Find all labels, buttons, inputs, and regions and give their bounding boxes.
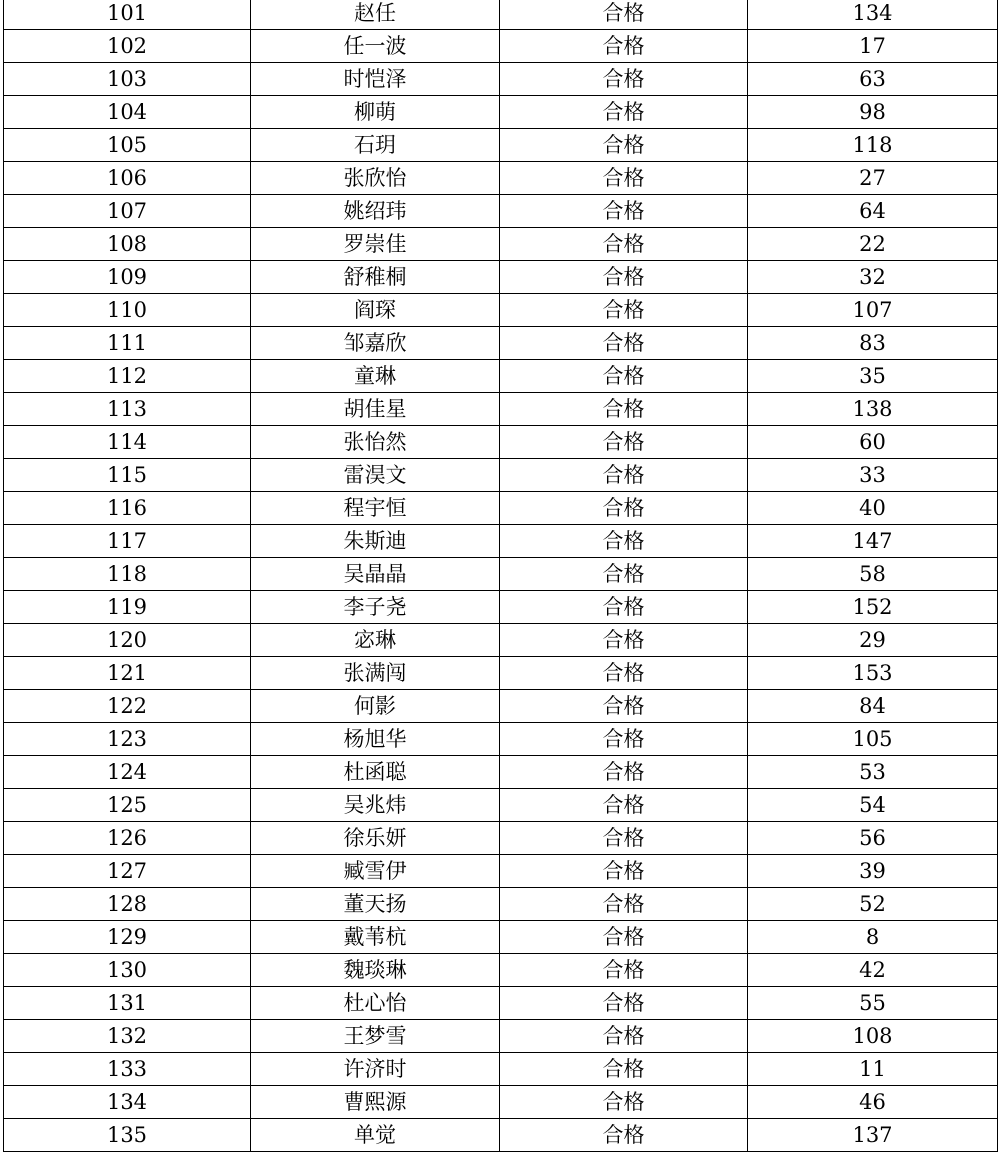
cell-number: 122 [4,690,251,723]
cell-number: 102 [4,30,251,63]
cell-score: 153 [748,657,998,690]
cell-result: 合格 [500,96,748,129]
cell-score: 11 [748,1053,998,1086]
cell-score: 108 [748,1020,998,1053]
cell-name: 阎琛 [251,294,500,327]
table-row [4,129,998,162]
cell-score: 35 [748,360,998,393]
cell-result: 合格 [500,261,748,294]
cell-number: 109 [4,261,251,294]
table-row [4,591,998,624]
cell-result: 合格 [500,558,748,591]
cell-result: 合格 [500,855,748,888]
cell-score: 52 [748,888,998,921]
table-row [4,1053,998,1086]
cell-score: 29 [748,624,998,657]
cell-number: 108 [4,228,251,261]
cell-score: 56 [748,822,998,855]
table-row [4,30,998,63]
cell-name: 柳萌 [251,96,500,129]
cell-result: 合格 [500,327,748,360]
table-row [4,888,998,921]
cell-score: 83 [748,327,998,360]
cell-name: 杨旭华 [251,723,500,756]
table-row [4,690,998,723]
cell-number: 128 [4,888,251,921]
cell-number: 125 [4,789,251,822]
cell-result: 合格 [500,162,748,195]
cell-name: 任一波 [251,30,500,63]
cell-name: 董天扬 [251,888,500,921]
cell-name: 杜函聪 [251,756,500,789]
cell-result: 合格 [500,459,748,492]
cell-number: 135 [4,1119,251,1152]
cell-score: 33 [748,459,998,492]
cell-name: 单觉 [251,1119,500,1152]
cell-score: 138 [748,393,998,426]
table-body [4,0,998,1152]
table-row [4,624,998,657]
cell-name: 罗崇佳 [251,228,500,261]
cell-result: 合格 [500,954,748,987]
table-row [4,162,998,195]
cell-name: 童琳 [251,360,500,393]
cell-result: 合格 [500,195,748,228]
cell-score: 84 [748,690,998,723]
cell-number: 120 [4,624,251,657]
cell-score: 53 [748,756,998,789]
cell-result: 合格 [500,228,748,261]
cell-name: 胡佳星 [251,393,500,426]
cell-score: 54 [748,789,998,822]
cell-number: 116 [4,492,251,525]
table-row [4,954,998,987]
table-row [4,756,998,789]
cell-result: 合格 [500,591,748,624]
cell-name: 吴晶晶 [251,558,500,591]
cell-number: 127 [4,855,251,888]
cell-number: 107 [4,195,251,228]
cell-score: 58 [748,558,998,591]
cell-score: 64 [748,195,998,228]
cell-number: 114 [4,426,251,459]
cell-number: 124 [4,756,251,789]
table-row [4,459,998,492]
cell-number: 103 [4,63,251,96]
cell-name: 舒稚桐 [251,261,500,294]
cell-score: 107 [748,294,998,327]
cell-number: 104 [4,96,251,129]
cell-score: 147 [748,525,998,558]
cell-score: 118 [748,129,998,162]
cell-number: 131 [4,987,251,1020]
table-row [4,327,998,360]
cell-result: 合格 [500,723,748,756]
cell-name: 姚绍玮 [251,195,500,228]
score-table [3,0,998,1152]
table-row [4,723,998,756]
cell-result: 合格 [500,987,748,1020]
cell-number: 112 [4,360,251,393]
cell-score: 134 [748,0,998,30]
cell-name: 宓琳 [251,624,500,657]
cell-number: 126 [4,822,251,855]
cell-number: 115 [4,459,251,492]
cell-name: 朱斯迪 [251,525,500,558]
cell-score: 152 [748,591,998,624]
cell-score: 17 [748,30,998,63]
table-row [4,1020,998,1053]
cell-result: 合格 [500,789,748,822]
cell-number: 123 [4,723,251,756]
cell-result: 合格 [500,756,748,789]
cell-name: 李子尧 [251,591,500,624]
cell-score: 55 [748,987,998,1020]
cell-result: 合格 [500,624,748,657]
cell-result: 合格 [500,921,748,954]
table-row [4,0,998,30]
table-row [4,360,998,393]
cell-name: 戴苇杭 [251,921,500,954]
cell-result: 合格 [500,393,748,426]
cell-number: 130 [4,954,251,987]
cell-number: 134 [4,1086,251,1119]
table-row [4,1086,998,1119]
cell-name: 张欣怡 [251,162,500,195]
cell-name: 时恺泽 [251,63,500,96]
table-row [4,822,998,855]
table-row [4,525,998,558]
cell-result: 合格 [500,1053,748,1086]
cell-name: 杜心怡 [251,987,500,1020]
cell-result: 合格 [500,426,748,459]
cell-result: 合格 [500,657,748,690]
cell-score: 8 [748,921,998,954]
cell-number: 118 [4,558,251,591]
table-row [4,657,998,690]
cell-number: 111 [4,327,251,360]
cell-number: 121 [4,657,251,690]
cell-name: 程宇恒 [251,492,500,525]
table-row [4,558,998,591]
cell-result: 合格 [500,0,748,30]
cell-score: 32 [748,261,998,294]
cell-number: 101 [4,0,251,30]
table-row [4,195,998,228]
cell-score: 105 [748,723,998,756]
cell-name: 吴兆炜 [251,789,500,822]
cell-result: 合格 [500,822,748,855]
table-row [4,294,998,327]
cell-number: 129 [4,921,251,954]
table-row [4,228,998,261]
cell-result: 合格 [500,525,748,558]
cell-name: 王梦雪 [251,1020,500,1053]
table-row [4,393,998,426]
table-row [4,426,998,459]
cell-name: 曹熙源 [251,1086,500,1119]
table-row [4,492,998,525]
cell-result: 合格 [500,129,748,162]
cell-number: 119 [4,591,251,624]
cell-name: 邹嘉欣 [251,327,500,360]
cell-score: 22 [748,228,998,261]
table-row [4,1119,998,1152]
cell-score: 46 [748,1086,998,1119]
cell-score: 98 [748,96,998,129]
table-row [4,789,998,822]
cell-name: 徐乐妍 [251,822,500,855]
cell-number: 106 [4,162,251,195]
cell-result: 合格 [500,1086,748,1119]
cell-score: 27 [748,162,998,195]
cell-result: 合格 [500,690,748,723]
cell-result: 合格 [500,360,748,393]
cell-name: 雷淏文 [251,459,500,492]
table-row [4,987,998,1020]
table-row [4,921,998,954]
cell-name: 石玥 [251,129,500,162]
cell-score: 137 [748,1119,998,1152]
cell-score: 40 [748,492,998,525]
cell-name: 赵任 [251,0,500,30]
cell-result: 合格 [500,1020,748,1053]
cell-number: 113 [4,393,251,426]
table-row [4,855,998,888]
cell-number: 105 [4,129,251,162]
cell-number: 117 [4,525,251,558]
cell-result: 合格 [500,888,748,921]
table-row [4,63,998,96]
cell-result: 合格 [500,294,748,327]
cell-number: 132 [4,1020,251,1053]
cell-result: 合格 [500,492,748,525]
cell-name: 臧雪伊 [251,855,500,888]
cell-name: 张怡然 [251,426,500,459]
cell-result: 合格 [500,1119,748,1152]
cell-name: 张满闯 [251,657,500,690]
table-row [4,261,998,294]
cell-result: 合格 [500,63,748,96]
table-row [4,96,998,129]
cell-name: 魏琰琳 [251,954,500,987]
cell-name: 许济时 [251,1053,500,1086]
cell-score: 63 [748,63,998,96]
cell-score: 60 [748,426,998,459]
cell-number: 133 [4,1053,251,1086]
cell-result: 合格 [500,30,748,63]
cell-score: 42 [748,954,998,987]
cell-number: 110 [4,294,251,327]
cell-score: 39 [748,855,998,888]
cell-name: 何影 [251,690,500,723]
